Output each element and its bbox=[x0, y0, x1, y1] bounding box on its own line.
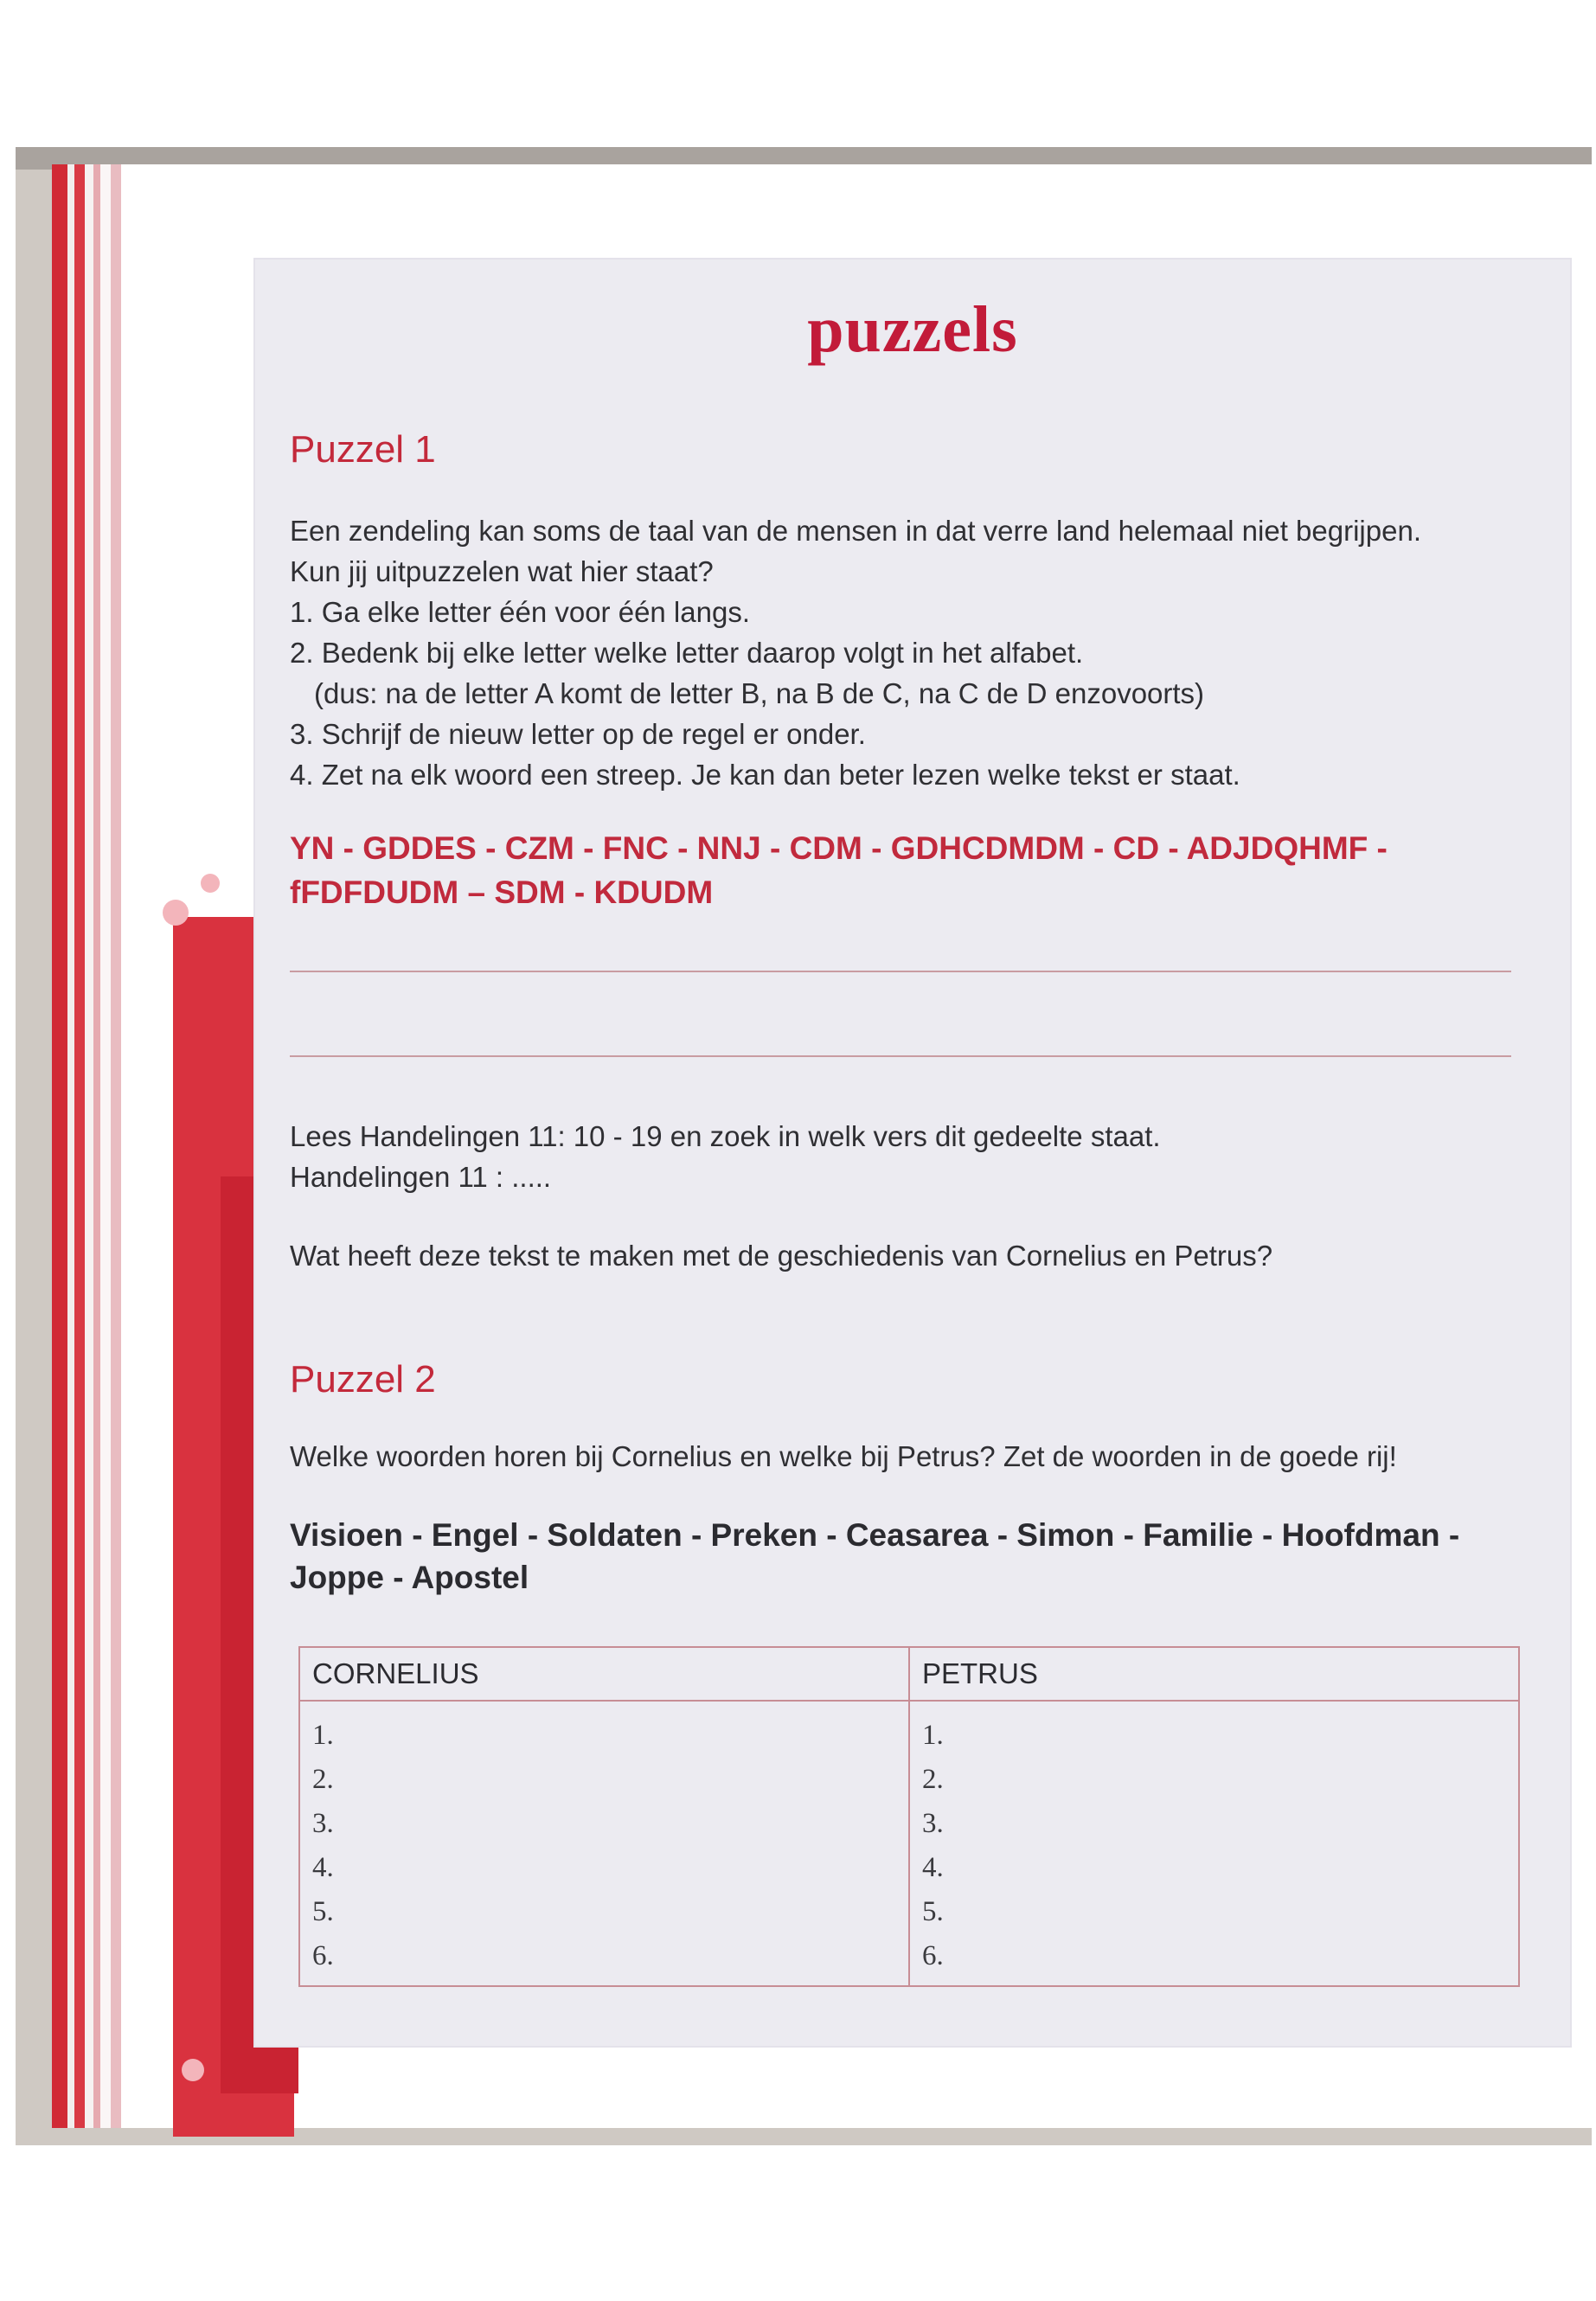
row-number: 6. bbox=[312, 1940, 334, 1971]
red-ink-speck bbox=[182, 2059, 204, 2081]
step-1: 1. Ga elke letter één voor één langs. bbox=[290, 596, 750, 628]
row-number: 1. bbox=[922, 1720, 944, 1751]
cornelius-answer-column[interactable] bbox=[299, 1701, 909, 1986]
puzzle-1-heading: Puzzel 1 bbox=[290, 428, 436, 471]
step-2-note: (dus: na de letter A komt de letter B, na B de C, na C de D enzovoorts) bbox=[314, 677, 1205, 709]
worksheet-page bbox=[255, 260, 1570, 2046]
column-header-petrus: PETRUS bbox=[909, 1647, 1519, 1701]
step-4: 4. Zet na elk woord een streep. Je kan dan beter lezen welke tekst er staat. bbox=[290, 759, 1240, 791]
intro-line: Een zendeling kan soms de taal van de mensen in dat verre land helemaal niet begrijpen. bbox=[290, 515, 1421, 547]
red-ink-speck bbox=[201, 874, 220, 893]
red-ink-speck bbox=[163, 900, 189, 926]
step-2: 2. Bedenk bij elke letter welke letter daarop volgt in het alfabet. bbox=[290, 637, 1084, 669]
row-number: 4. bbox=[312, 1852, 334, 1883]
answer-table bbox=[298, 1646, 1520, 1987]
instruction-text: Welke woorden horen bij Cornelius en welke bij Petrus? Zet de woorden in de goede rij! bbox=[290, 1440, 1397, 1472]
answer-line-1[interactable] bbox=[290, 971, 1511, 972]
column-header-cornelius: CORNELIUS bbox=[299, 1647, 909, 1701]
bible-reference bbox=[290, 1116, 1561, 1197]
word-list-line: Visioen - Engel - Soldaten - Preken - Ceasarea - Simon - Familie - Hoofdman - bbox=[290, 1517, 1460, 1553]
intro-line: Kun jij uitpuzzelen wat hier staat? bbox=[290, 555, 714, 587]
row-number: 2. bbox=[922, 1764, 944, 1795]
page-title: puzzels bbox=[807, 293, 1018, 366]
coded-line: YN - GDDES - CZM - FNC - NNJ - CDM - GDHCDMDM - CD - ADJDQHMF - bbox=[290, 830, 1388, 866]
answer-line-2[interactable] bbox=[290, 1055, 1511, 1057]
word-list bbox=[290, 1514, 1561, 1599]
row-number: 2. bbox=[312, 1764, 334, 1795]
row-number: 5. bbox=[312, 1896, 334, 1927]
puzzle-2-heading: Puzzel 2 bbox=[290, 1358, 436, 1400]
row-number: 3. bbox=[312, 1808, 334, 1839]
coded-message bbox=[290, 826, 1561, 914]
row-number: 1. bbox=[312, 1720, 334, 1751]
reference-line: Lees Handelingen 11: 10 - 19 en zoek in welk vers dit gedeelte staat. bbox=[290, 1120, 1161, 1152]
row-number: 5. bbox=[922, 1896, 944, 1927]
puzzle-2-instruction bbox=[290, 1436, 1561, 1477]
row-number: 3. bbox=[922, 1808, 944, 1839]
puzzle-1-intro bbox=[290, 510, 1561, 795]
row-number: 4. bbox=[922, 1852, 944, 1883]
word-list-line: Joppe - Apostel bbox=[290, 1560, 529, 1595]
question-text: Wat heeft deze tekst te maken met de geschiedenis van Cornelius en Petrus? bbox=[290, 1240, 1273, 1272]
row-number: 6. bbox=[922, 1940, 944, 1971]
petrus-answer-column[interactable] bbox=[909, 1701, 1519, 1986]
step-3: 3. Schrijf de nieuw letter op de regel er onder. bbox=[290, 718, 866, 750]
coded-line: fFDFDUDM – SDM - KDUDM bbox=[290, 875, 714, 910]
reference-line: Handelingen 11 : ..... bbox=[290, 1161, 552, 1193]
puzzle-1-question bbox=[290, 1235, 1561, 1276]
